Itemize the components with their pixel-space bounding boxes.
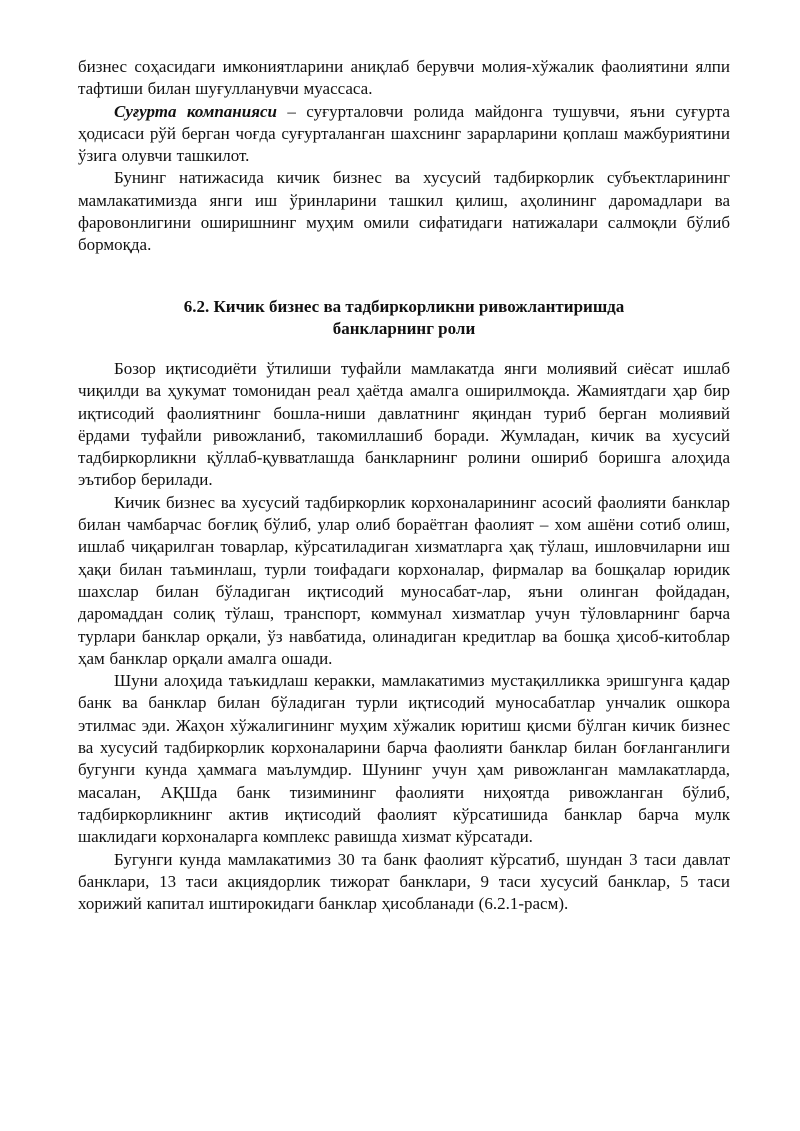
section-title-line-2: банкларнинг роли [332,319,476,338]
body-paragraph-3: Шуни алоҳида таъкидлаш керакки, мамлакатимиз мустақилликка эришгунга қадар банк ва банклар билан бўладиган турли иқтисодий муносабатлар унчалик ошкора этилмас эди. Жаҳон хўжалигининг муҳим хўжалик юритиш қисми бўлган кичик бизнес ва хусусий тадбиркорлик корхоналарини барча фаолияти банклар билан боғланганлиги бугунги кунда ҳаммага маълумдир. Шунинг учун ҳам ривожланган мамлакатларда, масалан, АҚШда банк тизимининг фаолияти ниҳоятда ривожланган бўлиб, тадбиркорликнинг актив иқтисодий фаолият кўрсатишида банклар барча мулк шаклидаги корхоналарга комплекс равишда хизмат кўрсатади. [78,671,730,847]
intro-paragraph-1: бизнес соҳасидаги имкониятларини аниқлаб берувчи молия-хўжалик фаолиятини ялпи тафтиши билан шуғулланувчи муассаса. [78,57,730,99]
body-paragraph-2: Кичик бизнес ва хусусий тадбиркорлик корхоналарининг асосий фаолияти банклар билан чамбарчас боғлиқ бўлиб, улар олиб бораётган фаолият – хом ашёни сотиб олиш, ишлаб чиқарилган товарлар, кўрсатиладиган хизматларга ҳақ тўлаш, ишловчиларни иш ҳақи билан таъминлаш, турли тоифадаги корхоналар, фирмалар ва бошқалар юридик шахслар билан бўладиган иқтисодий муносабат-лар, яъни олинган фойдадан, даромаддан солиқ тўлаш, транспорт, коммунал хизматлар учун тўловларнинг барча турлари банклар орқали, ўз навбатида, олинадиган кредитлар ва бошқа ҳисоб-китоблар ҳам банклар орқали амалга ошади. [78,492,730,668]
intro-section [78,56,730,257]
body-paragraph-4: Бугунги кунда мамлакатимиз 30 та банк фаолият кўрсатиб, шундан 3 таси давлат банклари, 13 таси акциядорлик тижорат банклари, 9 таси хусусий банклар, 5 таси хорижий капитал иштирокидаги банклар ҳисобланади (6.2.1-расм). [78,849,730,914]
intro-paragraph-2-text: – суғурталовчи ролида майдонга тушувчи, яъни суғурта ҳодисаси рўй берган чоғда суғурталанган шахснинг зарарларини қоплаш мажбуриятини ўзига олувчи ташкилот. [78,101,730,166]
section-heading [78,296,730,340]
body-paragraph-1: Бозор иқтисодиёти ўтилиши туфайли мамлакатда янги молиявий сиёсат ишлаб чиқилди ва ҳукумат томонидан реал ҳаётда амалга оширилмоқда. Жамиятдаги ҳар бир иқтисодий фаолиятнинг бошла-ниши давлатнинг яқиндан туриб берган молиявий ёрдами туфайли ривожланиб, такомиллашиб боради. Жумладан, кичик ва хусусий тадбиркорликни қўллаб-қувватлашда банкларнинг ролини ошириб боришга алоҳида эътибор берилади. [78,359,730,490]
intro-paragraph-3: Бунинг натижасида кичик бизнес ва хусусий тадбиркорлик субъектларининг мамлакатимизда янги иш ўринларини ташкил қилиш, аҳолининг даромадлари ва фаровонлигини оширишнинг муҳим омили сифатидаги натижалари салмоқли бўлиб бормоқда. [78,168,730,255]
section-body [78,358,730,915]
section-title-line-1: 6.2. Кичик бизнес ва тадбиркорликни ривожлантиришда [183,297,625,316]
intro-paragraph-2 [78,101,730,168]
term-insurance-company: Суғурта компанияси [114,101,277,121]
